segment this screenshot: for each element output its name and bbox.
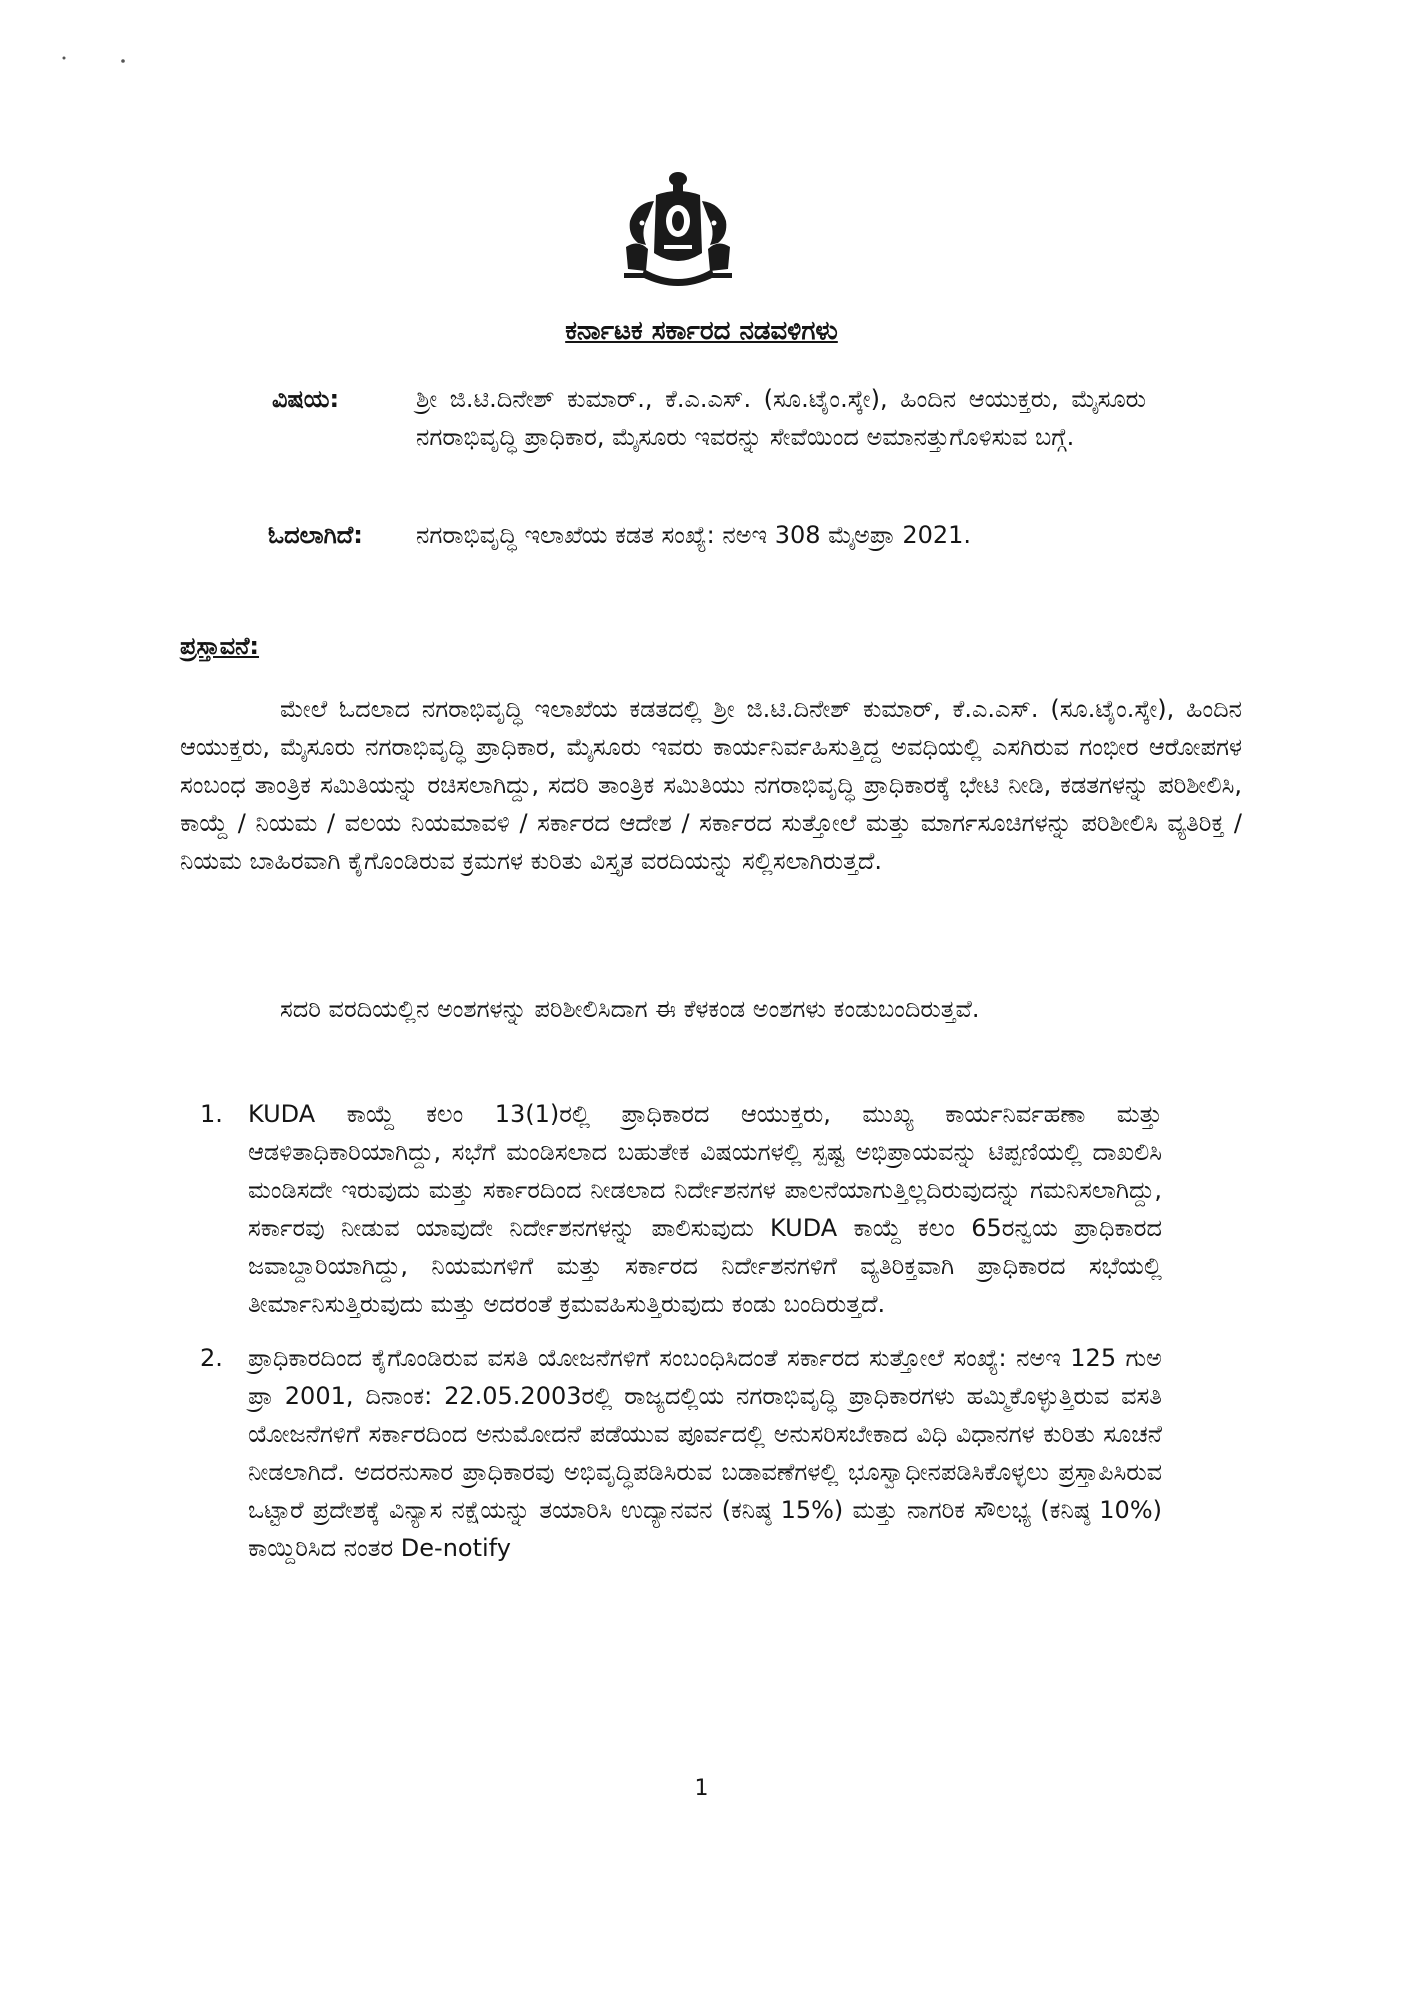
page-number: 1	[694, 1776, 709, 1801]
finding-item-1	[200, 1095, 1162, 1323]
reference-label: ಓದಲಾಗಿದೆ:	[268, 521, 363, 549]
preamble-paragraph-2: ಸದರಿ ವರದಿಯಲ್ಲಿನ ಅಂಶಗಳನ್ನು ಪರಿಶೀಲಿಸಿದಾಗ ಈ ಕೆಳಕಂಡ ಅಂಶಗಳು ಕಂಡುಬಂದಿರುತ್ತವೆ.	[280, 995, 980, 1023]
document-title: ಕರ್ನಾಟಕ ಸರ್ಕಾರದ ನಡವಳಿಗಳು	[565, 316, 838, 346]
preamble-heading: ಪ್ರಸ್ತಾವನೆ:	[180, 632, 260, 660]
subject-label: ವಿಷಯ:	[272, 385, 340, 413]
reference-text: ನಗರಾಭಿವೃದ್ಧಿ ಇಲಾಖೆಯ ಕಡತ ಸಂಖ್ಯೆ: ನಅಇ 308 ಮೈಅಪ್ರಾ 2021.	[416, 521, 972, 549]
subject-text: ಶ್ರೀ ಜಿ.ಟಿ.ದಿನೇಶ್ ಕುಮಾರ್., ಕೆ.ಎ.ಎಸ್. (ಸೂ.ಟೈಂ.ಸ್ಕೇ), ಹಿಂದಿನ ಆಯುಕ್ತರು, ಮೈಸೂರು ನಗರಾಭಿವೃದ್ಧಿ ಪ್ರಾಧಿಕಾರ, ಮೈಸೂರು ಇವರನ್ನು ಸೇವೆಯಿಂದ ಅಮಾನತ್ತುಗೊಳಿಸುವ ಬಗ್ಗೆ.	[416, 385, 1146, 451]
preamble-paragraph-1: ಮೇಲೆ ಓದಲಾದ ನಗರಾಭಿವೃದ್ಧಿ ಇಲಾಖೆಯ ಕಡತದಲ್ಲಿ ಶ್ರೀ ಜಿ.ಟಿ.ದಿನೇಶ್ ಕುಮಾರ್, ಕೆ.ಎ.ಎಸ್. (ಸೂ.ಟೈಂ.ಸ್ಕೇ), ಹಿಂದಿನ ಆಯುಕ್ತರು, ಮೈಸೂರು ನಗರಾಭಿವೃದ್ಧಿ ಪ್ರಾಧಿಕಾರ, ಮೈಸೂರು ಇವರು ಕಾರ್ಯನಿರ್ವಹಿಸುತ್ತಿದ್ದ ಅವಧಿಯಲ್ಲಿ ಎಸಗಿರುವ ಗಂಭೀರ ಆರೋಪಗಳ ಸಂಬಂಧ ತಾಂತ್ರಿಕ ಸಮಿತಿಯನ್ನು ರಚಿಸಲಾಗಿದ್ದು, ಸದರಿ ತಾಂತ್ರಿಕ ಸಮಿತಿಯು ನಗರಾಭಿವೃದ್ಧಿ ಪ್ರಾಧಿಕಾರಕ್ಕೆ ಭೇಟಿ ನೀಡಿ, ಕಡತಗಳನ್ನು ಪರಿಶೀಲಿಸಿ, ಕಾಯ್ದೆ / ನಿಯಮ / ವಲಯ ನಿಯಮಾವಳಿ / ಸರ್ಕಾರದ ಆದೇಶ / ಸರ್ಕಾರದ ಸುತ್ತೋಲೆ ಮತ್ತು ಮಾರ್ಗಸೂಚಿಗಳನ್ನು ಪರಿಶೀಲಿಸಿ ವ್ಯತಿರಿಕ್ತ / ನಿಯಮ ಬಾಹಿರವಾಗಿ ಕೈಗೊಂಡಿರುವ ಕ್ರಮಗಳ ಕುರಿತು ವಿಸ್ತೃತ ವರದಿಯನ್ನು ಸಲ್ಲಿಸಲಾಗಿರುತ್ತದೆ.	[180, 695, 1242, 875]
karnataka-emblem-icon	[618, 165, 738, 295]
findings-list	[200, 1095, 1162, 1583]
finding-text: ಪ್ರಾಧಿಕಾರದಿಂದ ಕೈಗೊಂಡಿರುವ ವಸತಿ ಯೋಜನೆಗಳಿಗೆ ಸಂಬಂಧಿಸಿದಂತೆ ಸರ್ಕಾರದ ಸುತ್ತೋಲೆ ಸಂಖ್ಯೆ: ನಅಇ 125 ಗುಅ ಪ್ರಾ 2001, ದಿನಾಂಕ: 22.05.2003ರಲ್ಲಿ ರಾಜ್ಯದಲ್ಲಿಯ ನಗರಾಭಿವೃದ್ಧಿ ಪ್ರಾಧಿಕಾರಗಳು ಹಮ್ಮಿಕೊಳ್ಳುತ್ತಿರುವ ವಸತಿ ಯೋಜನೆಗಳಿಗೆ ಸರ್ಕಾರದಿಂದ ಅನುಮೋದನೆ ಪಡೆಯುವ ಪೂರ್ವದಲ್ಲಿ ಅನುಸರಿಸಬೇಕಾದ ವಿಧಿ ವಿಧಾನಗಳ ಕುರಿತು ಸೂಚನೆ ನೀಡಲಾಗಿದೆ. ಅದರನುಸಾರ ಪ್ರಾಧಿಕಾರವು ಅಭಿವೃದ್ಧಿಪಡಿಸಿರುವ ಬಡಾವಣೆಗಳಲ್ಲಿ ಭೂಸ್ವಾಧೀನಪಡಿಸಿಕೊಳ್ಳಲು ಪ್ರಸ್ತಾಪಿಸಿರುವ ಒಟ್ಟಾರೆ ಪ್ರದೇಶಕ್ಕೆ ವಿನ್ಯಾಸ ನಕ್ಷೆಯನ್ನು ತಯಾರಿಸಿ ಉದ್ಯಾನವನ (ಕನಿಷ್ಠ 15%) ಮತ್ತು ನಾಗರಿಕ ಸೌಲಭ್ಯ (ಕನಿಷ್ಠ 10%) ಕಾಯ್ದಿರಿಸಿದ ನಂತರ De-notify	[248, 1344, 1162, 1562]
finding-number: 1.	[200, 1100, 223, 1128]
finding-number: 2.	[200, 1344, 223, 1372]
scan-specks	[40, 50, 140, 70]
finding-item-2	[200, 1339, 1162, 1567]
finding-text: KUDA ಕಾಯ್ದೆ ಕಲಂ 13(1)ರಲ್ಲಿ ಪ್ರಾಧಿಕಾರದ ಆಯುಕ್ತರು, ಮುಖ್ಯ ಕಾರ್ಯನಿರ್ವಹಣಾ ಮತ್ತು ಆಡಳಿತಾಧಿಕಾರಿಯಾಗಿದ್ದು, ಸಭೆಗೆ ಮಂಡಿಸಲಾದ ಬಹುತೇಕ ವಿಷಯಗಳಲ್ಲಿ ಸ್ಪಷ್ಟ ಅಭಿಪ್ರಾಯವನ್ನು ಟಿಪ್ಪಣಿಯಲ್ಲಿ ದಾಖಲಿಸಿ ಮಂಡಿಸದೇ ಇರುವುದು ಮತ್ತು ಸರ್ಕಾರದಿಂದ ನೀಡಲಾದ ನಿರ್ದೇಶನಗಳ ಪಾಲನೆಯಾಗುತ್ತಿಲ್ಲದಿರುವುದನ್ನು ಗಮನಿಸಲಾಗಿದ್ದು, ಸರ್ಕಾರವು ನೀಡುವ ಯಾವುದೇ ನಿರ್ದೇಶನಗಳನ್ನು ಪಾಲಿಸುವುದು KUDA ಕಾಯ್ದೆ ಕಲಂ 65ರನ್ವಯ ಪ್ರಾಧಿಕಾರದ ಜವಾಬ್ದಾರಿಯಾಗಿದ್ದು, ನಿಯಮಗಳಿಗೆ ಮತ್ತು ಸರ್ಕಾರದ ನಿರ್ದೇಶನಗಳಿಗೆ ವ್ಯತಿರಿಕ್ತವಾಗಿ ಪ್ರಾಧಿಕಾರದ ಸಭೆಯಲ್ಲಿ ತೀರ್ಮಾನಿಸುತ್ತಿರುವುದು ಮತ್ತು ಅದರಂತೆ ಕ್ರಮವಹಿಸುತ್ತಿರುವುದು ಕಂಡು ಬಂದಿರುತ್ತದೆ.	[248, 1100, 1162, 1318]
